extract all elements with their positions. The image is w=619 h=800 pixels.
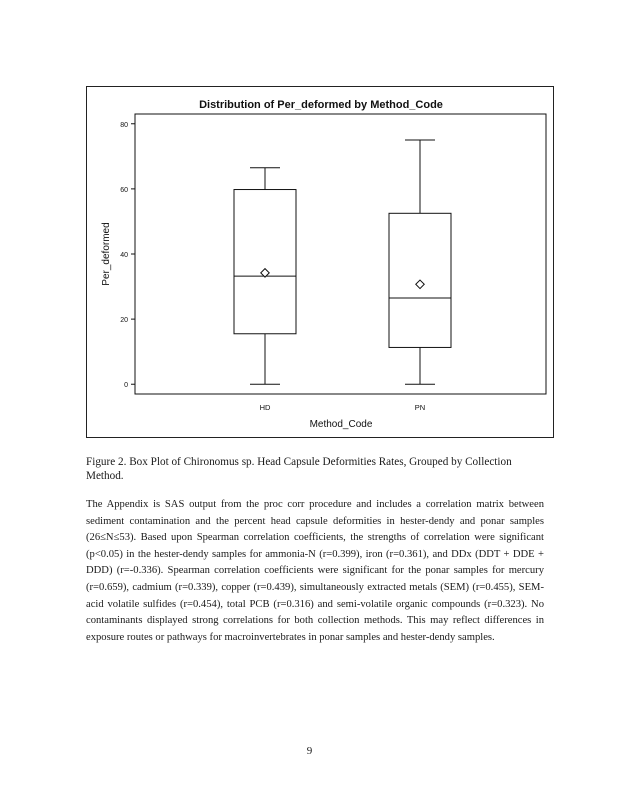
y-axis-ticks (120, 122, 135, 389)
box-hd (234, 168, 296, 412)
x-tick-label: PN (414, 403, 426, 412)
x-axis-label: Method_Code (309, 419, 373, 430)
plot-area (135, 114, 546, 394)
figure-caption: Figure 2. Box Plot of Chironomus sp. Head Capsule Deformities Rates, Grouped by Collection Method. (86, 456, 512, 482)
y-tick-label: 60 (120, 186, 128, 194)
chart-title: Distribution of Per_deformed by Method_Code (199, 99, 443, 111)
body-paragraph: The Appendix is SAS output from the proc corr procedure and includes a correlation matrix between sediment contamination and the percent head capsule deformities in hester-dendy and ponar samples (26≤N≤53). Based upon Spearman correlation coefficients, the strengths of correlation were significant (p<0.05) in the hester-dendy samples for ammonia-N (r=0.399), iron (r=0.361), and DDx (DDT + DDE + DDD) (r=-0.336). Spearman correlation coefficients were significant for the ponar samples for mercury (r=0.659), cadmium (r=0.339), copper (r=0.439), simultaneously extracted metals (SEM) (r=0.455), SEM-acid volatile sulfides (r=0.454), total PCB (r=0.316) and semi-volatile organic compounds (r=0.323). No contaminants displayed strong correlations for both collection methods. This may reflect differences in exposure routes or pathways for macroinvertebrates in ponar samples and hester-dendy samples. (86, 499, 544, 643)
iqr-box (234, 190, 296, 334)
page-number: 9 (306, 745, 313, 757)
figure-frame (86, 86, 554, 438)
x-tick-label: HD (259, 403, 271, 412)
y-tick-label: 0 (124, 382, 128, 390)
y-tick-label: 40 (120, 252, 128, 259)
y-tick-label: 20 (120, 317, 128, 325)
box-pn (389, 140, 451, 412)
box-plot-chart (87, 87, 555, 439)
mean-marker (416, 280, 424, 288)
boxes (234, 140, 451, 412)
y-axis-label: Per_deformed (101, 222, 112, 286)
y-tick-label: 80 (120, 121, 128, 129)
